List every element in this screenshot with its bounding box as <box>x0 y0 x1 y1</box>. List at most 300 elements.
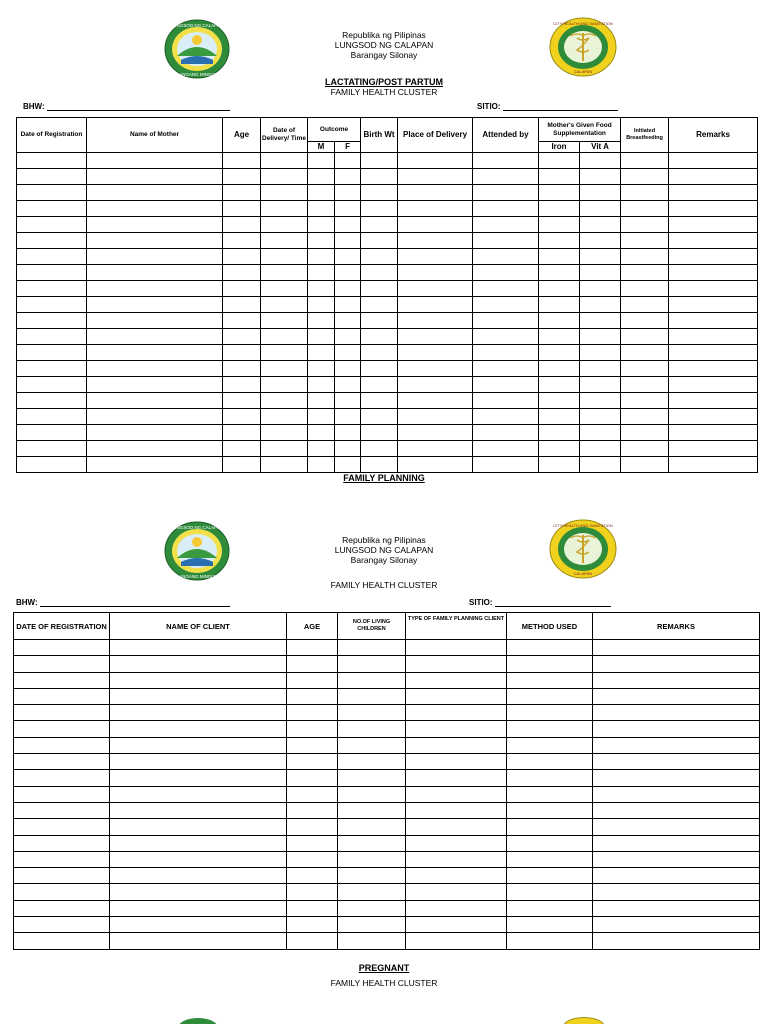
table-cell[interactable] <box>473 265 539 281</box>
table-cell[interactable] <box>398 393 473 409</box>
table-cell[interactable] <box>593 802 760 818</box>
table-cell[interactable] <box>406 688 507 704</box>
bhw-blank-line[interactable] <box>40 598 230 607</box>
table-cell[interactable] <box>593 737 760 753</box>
table-cell[interactable] <box>17 409 87 425</box>
table-cell[interactable] <box>669 409 758 425</box>
table-cell[interactable] <box>580 249 621 265</box>
table-cell[interactable] <box>14 884 110 900</box>
table-cell[interactable] <box>223 313 261 329</box>
table-cell[interactable] <box>406 835 507 851</box>
table-cell[interactable] <box>593 884 760 900</box>
table-cell[interactable] <box>87 185 223 201</box>
table-cell[interactable] <box>593 754 760 770</box>
table-cell[interactable] <box>580 361 621 377</box>
table-cell[interactable] <box>473 409 539 425</box>
table-cell[interactable] <box>308 441 335 457</box>
table-cell[interactable] <box>14 672 110 688</box>
table-cell[interactable] <box>335 409 361 425</box>
table-cell[interactable] <box>110 884 287 900</box>
table-cell[interactable] <box>669 153 758 169</box>
table-cell[interactable] <box>621 441 669 457</box>
table-cell[interactable] <box>110 802 287 818</box>
table-cell[interactable] <box>17 217 87 233</box>
table-cell[interactable] <box>669 297 758 313</box>
table-cell[interactable] <box>17 169 87 185</box>
table-cell[interactable] <box>287 721 338 737</box>
table-cell[interactable] <box>338 737 406 753</box>
table-cell[interactable] <box>580 201 621 217</box>
table-cell[interactable] <box>580 297 621 313</box>
table-cell[interactable] <box>621 169 669 185</box>
table-cell[interactable] <box>14 786 110 802</box>
table-cell[interactable] <box>17 329 87 345</box>
table-cell[interactable] <box>261 361 308 377</box>
table-cell[interactable] <box>669 345 758 361</box>
table-cell[interactable] <box>507 868 593 884</box>
table-cell[interactable] <box>593 688 760 704</box>
table-cell[interactable] <box>398 233 473 249</box>
table-cell[interactable] <box>593 786 760 802</box>
table-cell[interactable] <box>406 705 507 721</box>
table-cell[interactable] <box>335 361 361 377</box>
table-cell[interactable] <box>14 737 110 753</box>
table-cell[interactable] <box>621 249 669 265</box>
table-cell[interactable] <box>17 425 87 441</box>
sitio-blank-line[interactable] <box>503 102 618 111</box>
table-cell[interactable] <box>398 217 473 233</box>
table-cell[interactable] <box>335 185 361 201</box>
table-cell[interactable] <box>110 917 287 933</box>
table-cell[interactable] <box>261 249 308 265</box>
table-cell[interactable] <box>539 329 580 345</box>
table-cell[interactable] <box>361 457 398 473</box>
table-cell[interactable] <box>580 217 621 233</box>
table-cell[interactable] <box>308 345 335 361</box>
table-cell[interactable] <box>473 457 539 473</box>
table-cell[interactable] <box>223 329 261 345</box>
table-cell[interactable] <box>87 409 223 425</box>
table-cell[interactable] <box>338 819 406 835</box>
table-cell[interactable] <box>223 217 261 233</box>
table-cell[interactable] <box>223 281 261 297</box>
table-cell[interactable] <box>669 329 758 345</box>
table-cell[interactable] <box>669 249 758 265</box>
table-cell[interactable] <box>669 281 758 297</box>
table-cell[interactable] <box>406 656 507 672</box>
table-cell[interactable] <box>261 441 308 457</box>
table-cell[interactable] <box>14 705 110 721</box>
table-cell[interactable] <box>287 640 338 656</box>
table-cell[interactable] <box>361 217 398 233</box>
table-cell[interactable] <box>539 169 580 185</box>
table-cell[interactable] <box>110 737 287 753</box>
table-cell[interactable] <box>398 201 473 217</box>
table-cell[interactable] <box>593 656 760 672</box>
table-cell[interactable] <box>17 345 87 361</box>
table-cell[interactable] <box>406 737 507 753</box>
table-cell[interactable] <box>335 153 361 169</box>
table-cell[interactable] <box>14 851 110 867</box>
table-cell[interactable] <box>621 185 669 201</box>
table-cell[interactable] <box>621 153 669 169</box>
table-cell[interactable] <box>621 313 669 329</box>
table-cell[interactable] <box>539 345 580 361</box>
table-cell[interactable] <box>308 361 335 377</box>
table-cell[interactable] <box>473 425 539 441</box>
table-cell[interactable] <box>338 900 406 916</box>
table-cell[interactable] <box>110 900 287 916</box>
table-cell[interactable] <box>398 361 473 377</box>
table-cell[interactable] <box>539 441 580 457</box>
table-cell[interactable] <box>398 313 473 329</box>
table-cell[interactable] <box>669 377 758 393</box>
table-cell[interactable] <box>335 457 361 473</box>
table-cell[interactable] <box>287 705 338 721</box>
table-cell[interactable] <box>287 688 338 704</box>
table-cell[interactable] <box>308 281 335 297</box>
table-cell[interactable] <box>287 656 338 672</box>
table-cell[interactable] <box>473 313 539 329</box>
table-cell[interactable] <box>338 705 406 721</box>
table-cell[interactable] <box>87 297 223 313</box>
table-cell[interactable] <box>406 900 507 916</box>
table-cell[interactable] <box>308 249 335 265</box>
table-cell[interactable] <box>507 917 593 933</box>
table-cell[interactable] <box>17 297 87 313</box>
table-cell[interactable] <box>17 393 87 409</box>
table-cell[interactable] <box>110 754 287 770</box>
table-cell[interactable] <box>338 688 406 704</box>
table-cell[interactable] <box>17 185 87 201</box>
table-cell[interactable] <box>223 153 261 169</box>
table-cell[interactable] <box>539 265 580 281</box>
table-cell[interactable] <box>593 705 760 721</box>
table-cell[interactable] <box>87 153 223 169</box>
table-cell[interactable] <box>14 933 110 949</box>
table-cell[interactable] <box>507 754 593 770</box>
table-cell[interactable] <box>473 249 539 265</box>
table-cell[interactable] <box>507 786 593 802</box>
table-cell[interactable] <box>580 153 621 169</box>
table-cell[interactable] <box>539 233 580 249</box>
table-cell[interactable] <box>580 409 621 425</box>
table-cell[interactable] <box>406 640 507 656</box>
table-cell[interactable] <box>580 441 621 457</box>
table-cell[interactable] <box>593 868 760 884</box>
table-cell[interactable] <box>361 361 398 377</box>
table-cell[interactable] <box>539 457 580 473</box>
table-cell[interactable] <box>87 377 223 393</box>
table-cell[interactable] <box>580 169 621 185</box>
table-cell[interactable] <box>669 313 758 329</box>
table-cell[interactable] <box>669 441 758 457</box>
table-cell[interactable] <box>87 345 223 361</box>
table-cell[interactable] <box>261 265 308 281</box>
table-cell[interactable] <box>87 265 223 281</box>
table-cell[interactable] <box>335 217 361 233</box>
table-cell[interactable] <box>261 201 308 217</box>
table-cell[interactable] <box>14 640 110 656</box>
table-cell[interactable] <box>580 345 621 361</box>
table-cell[interactable] <box>398 345 473 361</box>
table-cell[interactable] <box>361 425 398 441</box>
table-cell[interactable] <box>14 819 110 835</box>
table-cell[interactable] <box>338 770 406 786</box>
table-cell[interactable] <box>261 425 308 441</box>
table-cell[interactable] <box>361 249 398 265</box>
table-cell[interactable] <box>580 281 621 297</box>
table-cell[interactable] <box>308 185 335 201</box>
table-cell[interactable] <box>335 345 361 361</box>
table-cell[interactable] <box>261 393 308 409</box>
table-cell[interactable] <box>17 201 87 217</box>
table-cell[interactable] <box>335 297 361 313</box>
table-cell[interactable] <box>539 393 580 409</box>
table-cell[interactable] <box>539 281 580 297</box>
table-cell[interactable] <box>361 313 398 329</box>
table-cell[interactable] <box>406 851 507 867</box>
table-cell[interactable] <box>87 249 223 265</box>
table-cell[interactable] <box>398 457 473 473</box>
table-cell[interactable] <box>287 900 338 916</box>
table-cell[interactable] <box>335 425 361 441</box>
table-cell[interactable] <box>473 169 539 185</box>
table-cell[interactable] <box>580 265 621 281</box>
table-cell[interactable] <box>539 409 580 425</box>
table-cell[interactable] <box>539 377 580 393</box>
table-cell[interactable] <box>338 656 406 672</box>
table-cell[interactable] <box>621 233 669 249</box>
table-cell[interactable] <box>593 770 760 786</box>
table-cell[interactable] <box>223 265 261 281</box>
table-cell[interactable] <box>473 297 539 313</box>
table-cell[interactable] <box>308 217 335 233</box>
table-cell[interactable] <box>308 425 335 441</box>
table-cell[interactable] <box>621 361 669 377</box>
table-cell[interactable] <box>669 361 758 377</box>
table-cell[interactable] <box>406 802 507 818</box>
table-cell[interactable] <box>308 409 335 425</box>
table-cell[interactable] <box>223 377 261 393</box>
table-cell[interactable] <box>87 425 223 441</box>
table-cell[interactable] <box>335 377 361 393</box>
table-cell[interactable] <box>335 265 361 281</box>
table-cell[interactable] <box>361 169 398 185</box>
table-cell[interactable] <box>261 217 308 233</box>
table-cell[interactable] <box>507 933 593 949</box>
table-cell[interactable] <box>287 835 338 851</box>
table-cell[interactable] <box>361 297 398 313</box>
table-cell[interactable] <box>87 457 223 473</box>
table-cell[interactable] <box>17 377 87 393</box>
table-cell[interactable] <box>669 185 758 201</box>
table-cell[interactable] <box>308 313 335 329</box>
table-cell[interactable] <box>406 754 507 770</box>
table-cell[interactable] <box>473 185 539 201</box>
table-cell[interactable] <box>406 672 507 688</box>
table-cell[interactable] <box>361 441 398 457</box>
table-cell[interactable] <box>14 835 110 851</box>
table-cell[interactable] <box>361 345 398 361</box>
table-cell[interactable] <box>338 802 406 818</box>
bhw-blank-line[interactable] <box>47 102 230 111</box>
table-cell[interactable] <box>223 409 261 425</box>
table-cell[interactable] <box>621 409 669 425</box>
table-cell[interactable] <box>507 900 593 916</box>
table-cell[interactable] <box>473 217 539 233</box>
table-cell[interactable] <box>669 169 758 185</box>
table-cell[interactable] <box>223 457 261 473</box>
table-cell[interactable] <box>14 900 110 916</box>
table-cell[interactable] <box>110 705 287 721</box>
table-cell[interactable] <box>593 917 760 933</box>
table-cell[interactable] <box>110 770 287 786</box>
table-cell[interactable] <box>398 153 473 169</box>
table-cell[interactable] <box>261 169 308 185</box>
table-cell[interactable] <box>580 329 621 345</box>
table-cell[interactable] <box>335 313 361 329</box>
table-cell[interactable] <box>406 721 507 737</box>
table-cell[interactable] <box>335 393 361 409</box>
table-cell[interactable] <box>14 754 110 770</box>
table-cell[interactable] <box>593 672 760 688</box>
table-cell[interactable] <box>223 345 261 361</box>
table-cell[interactable] <box>398 329 473 345</box>
table-cell[interactable] <box>361 281 398 297</box>
table-cell[interactable] <box>539 249 580 265</box>
table-cell[interactable] <box>338 868 406 884</box>
table-cell[interactable] <box>14 917 110 933</box>
table-cell[interactable] <box>669 217 758 233</box>
table-cell[interactable] <box>539 361 580 377</box>
table-cell[interactable] <box>507 819 593 835</box>
table-cell[interactable] <box>539 217 580 233</box>
table-cell[interactable] <box>287 770 338 786</box>
table-cell[interactable] <box>580 393 621 409</box>
table-cell[interactable] <box>17 281 87 297</box>
table-cell[interactable] <box>223 393 261 409</box>
table-cell[interactable] <box>593 900 760 916</box>
table-cell[interactable] <box>338 672 406 688</box>
table-cell[interactable] <box>223 233 261 249</box>
table-cell[interactable] <box>308 329 335 345</box>
table-cell[interactable] <box>361 201 398 217</box>
table-cell[interactable] <box>110 851 287 867</box>
table-cell[interactable] <box>308 153 335 169</box>
table-cell[interactable] <box>406 786 507 802</box>
table-cell[interactable] <box>87 281 223 297</box>
table-cell[interactable] <box>110 835 287 851</box>
table-cell[interactable] <box>338 884 406 900</box>
table-cell[interactable] <box>621 345 669 361</box>
table-cell[interactable] <box>473 329 539 345</box>
table-cell[interactable] <box>308 169 335 185</box>
table-cell[interactable] <box>539 153 580 169</box>
table-cell[interactable] <box>361 185 398 201</box>
table-cell[interactable] <box>669 393 758 409</box>
table-cell[interactable] <box>669 201 758 217</box>
table-cell[interactable] <box>287 786 338 802</box>
table-cell[interactable] <box>621 217 669 233</box>
table-cell[interactable] <box>287 917 338 933</box>
table-cell[interactable] <box>223 425 261 441</box>
table-cell[interactable] <box>287 851 338 867</box>
table-cell[interactable] <box>87 217 223 233</box>
table-cell[interactable] <box>621 265 669 281</box>
table-cell[interactable] <box>223 361 261 377</box>
table-cell[interactable] <box>338 917 406 933</box>
table-cell[interactable] <box>473 345 539 361</box>
table-cell[interactable] <box>593 835 760 851</box>
table-cell[interactable] <box>14 721 110 737</box>
table-cell[interactable] <box>621 281 669 297</box>
table-cell[interactable] <box>361 233 398 249</box>
table-cell[interactable] <box>287 819 338 835</box>
table-cell[interactable] <box>507 851 593 867</box>
table-cell[interactable] <box>17 233 87 249</box>
table-cell[interactable] <box>507 672 593 688</box>
table-cell[interactable] <box>261 329 308 345</box>
table-cell[interactable] <box>669 457 758 473</box>
table-cell[interactable] <box>17 441 87 457</box>
table-cell[interactable] <box>14 802 110 818</box>
table-cell[interactable] <box>287 754 338 770</box>
table-cell[interactable] <box>473 393 539 409</box>
table-cell[interactable] <box>14 868 110 884</box>
table-cell[interactable] <box>338 721 406 737</box>
table-cell[interactable] <box>398 425 473 441</box>
table-cell[interactable] <box>110 688 287 704</box>
table-cell[interactable] <box>406 884 507 900</box>
table-cell[interactable] <box>507 640 593 656</box>
table-cell[interactable] <box>223 297 261 313</box>
table-cell[interactable] <box>338 851 406 867</box>
table-cell[interactable] <box>473 281 539 297</box>
table-cell[interactable] <box>406 868 507 884</box>
table-cell[interactable] <box>593 819 760 835</box>
table-cell[interactable] <box>580 233 621 249</box>
table-cell[interactable] <box>539 185 580 201</box>
table-cell[interactable] <box>539 297 580 313</box>
table-cell[interactable] <box>338 933 406 949</box>
table-cell[interactable] <box>335 329 361 345</box>
table-cell[interactable] <box>261 457 308 473</box>
table-cell[interactable] <box>338 754 406 770</box>
table-cell[interactable] <box>580 185 621 201</box>
table-cell[interactable] <box>361 377 398 393</box>
table-cell[interactable] <box>14 688 110 704</box>
table-cell[interactable] <box>473 233 539 249</box>
table-cell[interactable] <box>87 393 223 409</box>
table-cell[interactable] <box>338 786 406 802</box>
table-cell[interactable] <box>507 656 593 672</box>
table-cell[interactable] <box>223 249 261 265</box>
table-cell[interactable] <box>261 297 308 313</box>
table-cell[interactable] <box>261 409 308 425</box>
table-cell[interactable] <box>17 249 87 265</box>
table-cell[interactable] <box>593 640 760 656</box>
table-cell[interactable] <box>287 672 338 688</box>
table-cell[interactable] <box>338 835 406 851</box>
table-cell[interactable] <box>335 169 361 185</box>
table-cell[interactable] <box>507 802 593 818</box>
table-cell[interactable] <box>223 441 261 457</box>
table-cell[interactable] <box>110 933 287 949</box>
table-cell[interactable] <box>580 377 621 393</box>
table-cell[interactable] <box>507 721 593 737</box>
table-cell[interactable] <box>17 313 87 329</box>
